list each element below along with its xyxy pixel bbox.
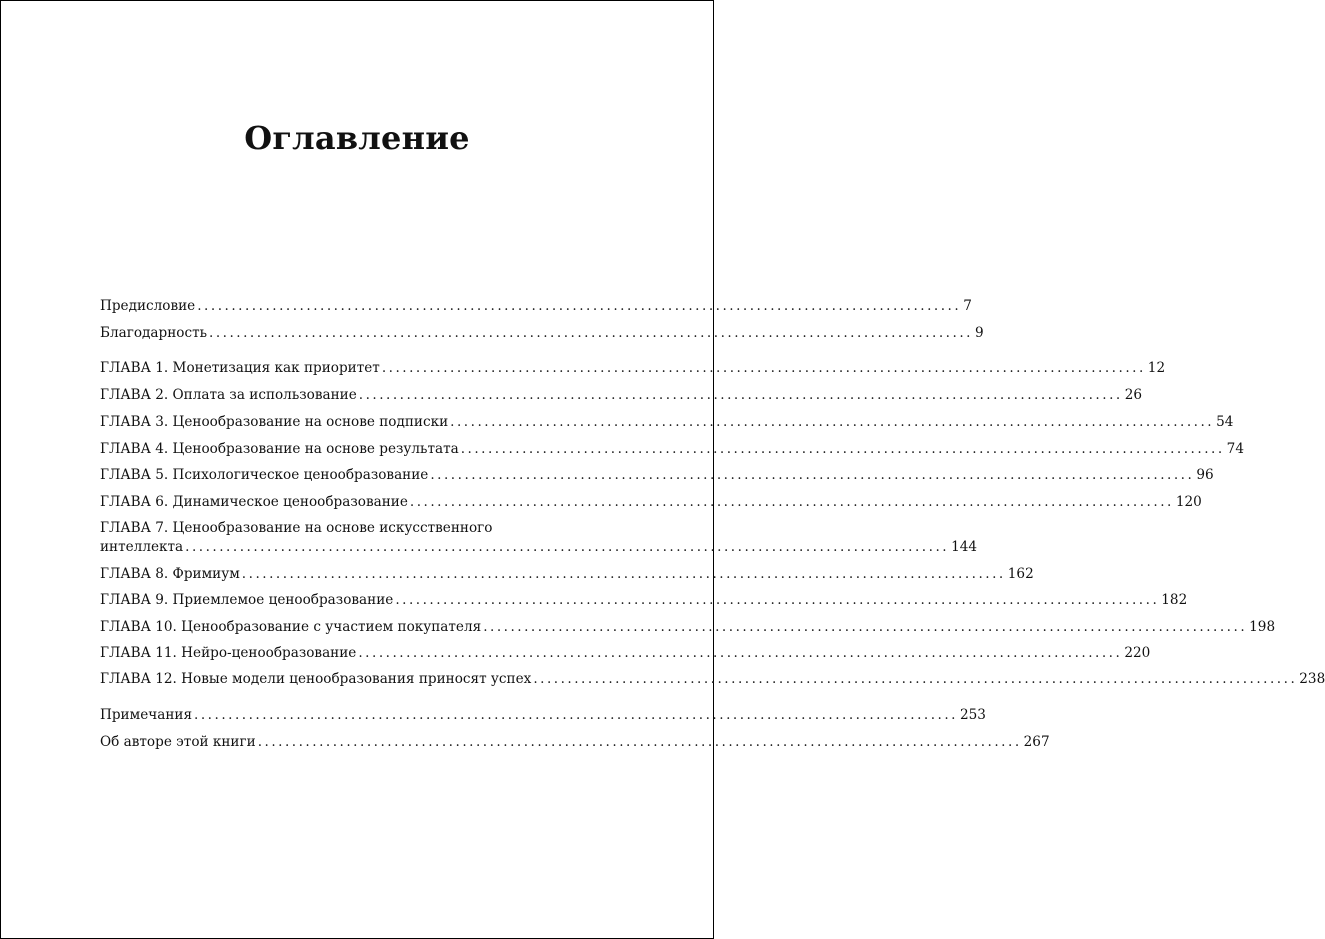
toc-entry-acknowledgements[interactable] — [100, 324, 984, 343]
toc-entry-chapter-6[interactable] — [100, 493, 1202, 512]
toc-entry-label: ГЛАВА 1. Монетизация как приоритет — [100, 360, 380, 376]
leader-dots: ................................................................................................................ — [381, 360, 1146, 376]
toc-entry-notes[interactable] — [100, 706, 986, 725]
toc-entry-about-author[interactable] — [100, 733, 1050, 752]
leader-dots: ................................................................................................................ — [395, 592, 1160, 608]
toc-entry-preface[interactable] — [100, 297, 972, 316]
leader-dots: ................................................................................................................ — [430, 467, 1195, 483]
toc-entry-chapter-9[interactable] — [100, 591, 1188, 610]
toc-entry-label: ГЛАВА 8. Фримиум — [100, 566, 240, 582]
toc-entry-label: Примечания — [100, 707, 193, 723]
toc-entry-chapter-1[interactable] — [100, 359, 1166, 378]
toc-entry-page: 220 — [1124, 645, 1151, 661]
leader-dots: ................................................................................................................ — [194, 707, 958, 723]
toc-entry-label: ГЛАВА 12. Новые модели ценообразования приносят успех — [100, 671, 532, 687]
leader-dots: ................................................................................................................ — [409, 494, 1174, 510]
leader-dots: ................................................................................................................ — [483, 619, 1248, 635]
toc-entry-label: ГЛАВА 9. Приемлемое ценообразование — [100, 592, 394, 608]
leader-dots: ................................................................................................................ — [257, 734, 1022, 750]
leader-dots: ................................................................................................................ — [209, 325, 973, 341]
toc-entry-chapter-7[interactable] — [100, 519, 978, 557]
toc-entry-page: 7 — [963, 298, 972, 314]
toc-entry-page: 96 — [1196, 467, 1214, 483]
toc-entry-chapter-10[interactable] — [100, 618, 1276, 637]
toc-entry-label-line1: ГЛАВА 7. Ценообразование на основе искусственного — [100, 520, 493, 536]
leader-dots: ................................................................................................................ — [241, 566, 1006, 582]
toc-entry-chapter-4[interactable] — [100, 440, 1244, 459]
toc-entry-page: 26 — [1124, 387, 1143, 403]
toc-entry-page: 74 — [1226, 441, 1244, 457]
toc-entry-label: ГЛАВА 11. Нейро-ценообразование — [100, 645, 357, 661]
leader-dots: ................................................................................................................ — [358, 387, 1123, 403]
toc-entry-label: ГЛАВА 6. Динамическое ценообразование — [100, 494, 408, 510]
toc-entry-page: 267 — [1023, 734, 1050, 750]
toc-entry-chapter-12[interactable] — [100, 670, 1325, 689]
toc-entry-page: 54 — [1216, 414, 1234, 430]
leader-dots: ................................................................................................................ — [460, 441, 1225, 457]
toc-entry-chapter-8[interactable] — [100, 565, 1034, 584]
toc-entry-label: ГЛАВА 4. Ценообразование на основе результата — [100, 441, 459, 457]
toc-entry-chapter-2[interactable] — [100, 386, 1143, 405]
toc-entry-page: 253 — [960, 707, 986, 723]
leader-dots: ................................................................................................................ — [197, 298, 962, 314]
toc-entry-chapter-3[interactable] — [100, 413, 1234, 432]
toc-entry-page: 162 — [1007, 566, 1034, 582]
toc-entry-label: Об авторе этой книги — [100, 734, 256, 750]
toc-entry-label: ГЛАВА 5. Психологическое ценообразование — [100, 467, 429, 483]
toc-entry-label: ГЛАВА 2. Оплата за использование — [100, 387, 357, 403]
toc-entry-page: 182 — [1161, 592, 1188, 608]
page-title: Оглавление — [244, 119, 470, 157]
toc-entry-page: 9 — [974, 325, 984, 341]
toc-entry-label: Благодарность — [100, 325, 207, 341]
toc-entry-page: 144 — [951, 539, 978, 555]
toc-entry-page: 198 — [1249, 619, 1276, 635]
leader-dots: ................................................................................................................ — [358, 645, 1123, 661]
toc-entry-label: Предисловие — [100, 298, 196, 314]
toc-entry-chapter-5[interactable] — [100, 466, 1214, 485]
leader-dots: ................................................................................................................ — [533, 671, 1298, 687]
toc-entry-page: 238 — [1299, 671, 1325, 687]
toc-entry-chapter-11[interactable] — [100, 644, 1151, 663]
leader-dots: ................................................................................................................ — [185, 539, 950, 555]
toc-entry-page: 12 — [1147, 360, 1166, 376]
toc-entry-label: ГЛАВА 10. Ценообразование с участием покупателя — [100, 619, 482, 635]
toc-entry-page: 120 — [1175, 494, 1202, 510]
leader-dots: ................................................................................................................ — [450, 414, 1215, 430]
toc-entry-label: ГЛАВА 3. Ценообразование на основе подписки — [100, 414, 449, 430]
toc-entry-label: интеллекта — [100, 539, 184, 555]
